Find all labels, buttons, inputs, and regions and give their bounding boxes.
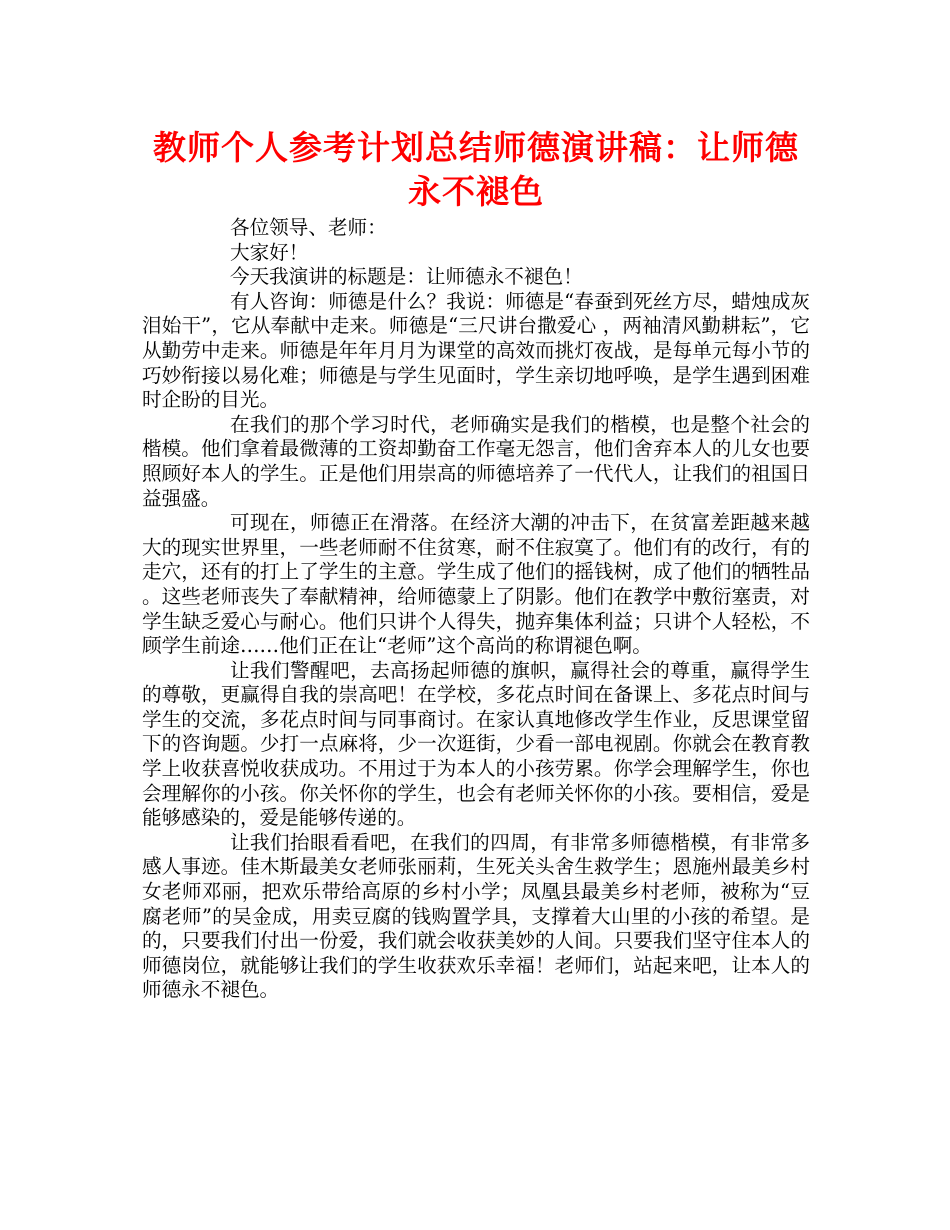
paragraph-greeting: 大家好！ bbox=[230, 240, 309, 264]
paragraph-past-teachers: 在我们的那个学习时代，老师确实是我们的楷模，也是整个社会的楷模。他们拿着最微薄的工资却勤奋工作毫无怨言，他们舍弃本人的儿女也要照顾好本人的学生。正是他们用崇高的师德培养了一代代人，让我们的祖国日益强盛。 bbox=[142, 412, 810, 510]
document-body bbox=[142, 216, 810, 1003]
document-title: 教师个人参考计划总结师德演讲稿：让师德永不褪色 bbox=[153, 128, 799, 211]
paragraph-call-to-action: 让我们警醒吧，去高扬起师德的旗帜，赢得社会的尊重，赢得学生的尊敬，更赢得自我的崇高吧！在学校，多花点时间在备课上、多花点时间与学生的交流，多花点时间与同事商讨。在家认真地修改学生作业，反思课堂留下的咨询题。少打一点麻将，少一次逛街，少看一部电视剧。你就会在教育教学上收获喜悦收获成功。不用过于为本人的小孩劳累。你学会理解学生，你也会理解你的小孩。你关怀你的学生，也会有老师关怀你的小孩。要相信，爱是能够感染的，爱是能够传递的。 bbox=[142, 658, 810, 830]
paragraph-topic: 今天我演讲的标题是：让师德永不褪色！ bbox=[230, 265, 583, 289]
paragraph-salutation: 各位领导、老师： bbox=[230, 216, 387, 239]
document-page bbox=[142, 126, 810, 1003]
paragraph-role-models: 让我们抬眼看看吧，在我们的四周，有非常多师德楷模，有非常多感人事迹。佳木斯最美女老师张丽莉，生死关头舍生救学生；恩施州最美乡村女老师邓丽，把欢乐带给高原的乡村小学；凤凰县最美乡村老师，被称为“豆腐老师”的吴金成，用卖豆腐的钱购置学具，支撑着大山里的小孩的希望。是的，只要我们付出一份爱，我们就会收获美妙的人间。只要我们坚守住本人的师德岗位，就能够让我们的学生收获欢乐幸福！老师们，站起来吧，让本人的师德永不褪色。 bbox=[142, 830, 810, 1002]
paragraph-decline: 可现在，师德正在滑落。在经济大潮的冲击下，在贫富差距越来越大的现实世界里，一些老师耐不住贫寒，耐不住寂寞了。他们有的改行，有的走穴，还有的打上了学生的主意。学生成了他们的摇钱树，成了他们的牺牲品。这些老师丧失了奉献精神，给师德蒙上了阴影。他们在教学中敷衍塞责，对学生缺乏爱心与耐心。他们只讲个人得失，抛弃集体利益；只讲个人轻松，不顾学生前途……他们正在让“老师”这个高尚的称谓褪色啊。 bbox=[142, 511, 810, 658]
paragraph-what-is-ethics: 有人咨询：师德是什么？我说：师德是“春蚕到死丝方尽，蜡烛成灰泪始干”，它从奉献中走来。师德是“三尺讲台撒爱心 ，两袖清风勤耕耘”，它从勤劳中走来。师德是年年月月为课堂的高效而挑灯夜战，是每单元每小节的巧妙衔接以易化难；师德是与学生见面时，学生亲切地呼唤，是学生遇到困难时企盼的目光。 bbox=[142, 289, 810, 412]
